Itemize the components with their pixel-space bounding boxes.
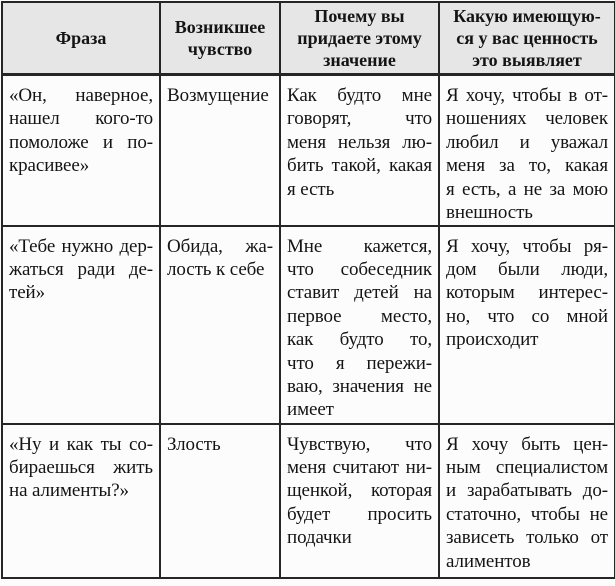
- cell-line: Я хочу быть цен-: [446, 433, 608, 455]
- cell-line: помоложе и по-: [9, 131, 153, 153]
- table-cell-value: [439, 75, 615, 226]
- cell-line: внешность: [446, 202, 533, 224]
- table-cell-value: [439, 226, 615, 424]
- cell-line: меня нельзя лю-: [287, 131, 432, 153]
- header-line: чувство: [187, 39, 253, 59]
- cell-line: ставит детей на: [287, 282, 432, 304]
- cell-line: нашел кого-то: [9, 108, 153, 130]
- cell-line: «Ну и как ты со-: [9, 433, 153, 455]
- cell-line: жаться ради де-: [9, 258, 153, 280]
- cell-line: меня за то, какая: [446, 155, 608, 177]
- cell-line: что собеседник: [287, 258, 432, 280]
- cell-line: бираешься жить: [9, 456, 153, 478]
- table-cell-why: [280, 75, 439, 226]
- cell-line: имеет: [287, 399, 334, 421]
- cell-line: Мне кажется,: [287, 235, 432, 257]
- table-cell-feeling: [160, 226, 280, 424]
- table-cell-phrase: [2, 424, 160, 578]
- header-line: Возникшее: [174, 17, 266, 37]
- cell-line: меня считают ни-: [287, 456, 432, 478]
- cell-line: первое место,: [287, 305, 432, 327]
- cell-line: но, что со мной: [446, 305, 608, 327]
- table-body: [2, 75, 615, 578]
- header-line: значение: [323, 50, 396, 70]
- cell-line: ным специалистом: [446, 456, 608, 478]
- cell-line: ношениях человек: [446, 108, 608, 130]
- values-table: [1, 1, 615, 579]
- cell-line: Злость: [167, 433, 221, 455]
- cell-line: Как будто мне: [287, 85, 432, 106]
- cell-line: Я хочу, чтобы ря-: [446, 235, 608, 257]
- table-row: [2, 424, 615, 578]
- table-cell-phrase: [2, 75, 160, 226]
- cell-line: которым интерес-: [446, 282, 608, 304]
- cell-line: как будто то,: [287, 329, 432, 351]
- cell-line: дом были люди,: [446, 258, 608, 280]
- cell-line: что я пережи-: [287, 352, 432, 374]
- header-row: [2, 2, 615, 75]
- cell-line: алиментов: [446, 550, 531, 572]
- cell-line: тей»: [9, 282, 46, 304]
- cell-line: красивее»: [9, 155, 90, 177]
- header-line: Почему вы: [314, 6, 405, 26]
- table-row: [2, 75, 615, 226]
- table-cell-value: [439, 424, 615, 578]
- cell-line: бить такой, какая: [287, 155, 432, 177]
- column-header-phrase: [2, 2, 160, 75]
- cell-line: «Он, наверное,: [9, 85, 153, 106]
- cell-line: Возмущение: [167, 85, 269, 106]
- table-header: [2, 2, 615, 75]
- cell-line: будет просить: [287, 503, 432, 525]
- table-cell-feeling: [160, 75, 280, 226]
- cell-line: говорят, что: [287, 108, 432, 130]
- cell-line: я есть: [287, 178, 335, 200]
- header-line: придаете этому: [297, 28, 422, 48]
- cell-line: лость к себе: [167, 258, 265, 280]
- cell-line: ваю, значения не: [287, 375, 432, 397]
- header-line: Фраза: [55, 28, 107, 48]
- cell-line: на алименты?»: [9, 480, 129, 502]
- cell-line: Чувствую, что: [287, 433, 432, 455]
- cell-line: я есть, а не за мою: [446, 178, 608, 200]
- table-cell-why: [280, 226, 439, 424]
- column-header-value: [439, 2, 615, 75]
- cell-line: статочно, чтобы не: [446, 503, 608, 525]
- cell-line: любил и уважал: [446, 131, 608, 153]
- cell-line: Я хочу, чтобы в от-: [446, 85, 608, 106]
- cell-line: подачки: [287, 527, 352, 549]
- cell-line: происходит: [446, 329, 539, 351]
- cell-line: и зарабатывать до-: [446, 480, 608, 502]
- header-line: ся у вас ценность: [456, 28, 598, 48]
- cell-line: зависеть только от: [446, 527, 608, 549]
- table-cell-feeling: [160, 424, 280, 578]
- cell-line: Обида, жа-: [167, 235, 273, 257]
- column-header-why: [280, 2, 439, 75]
- table-row: [2, 226, 615, 424]
- header-line: Какую имеющую-: [453, 6, 601, 26]
- table-cell-why: [280, 424, 439, 578]
- header-line: это выявляет: [472, 50, 582, 70]
- table-cell-phrase: [2, 226, 160, 424]
- column-header-feeling: [160, 2, 280, 75]
- cell-line: щенкой, которая: [287, 480, 432, 502]
- cell-line: «Тебе нужно дер-: [9, 235, 153, 257]
